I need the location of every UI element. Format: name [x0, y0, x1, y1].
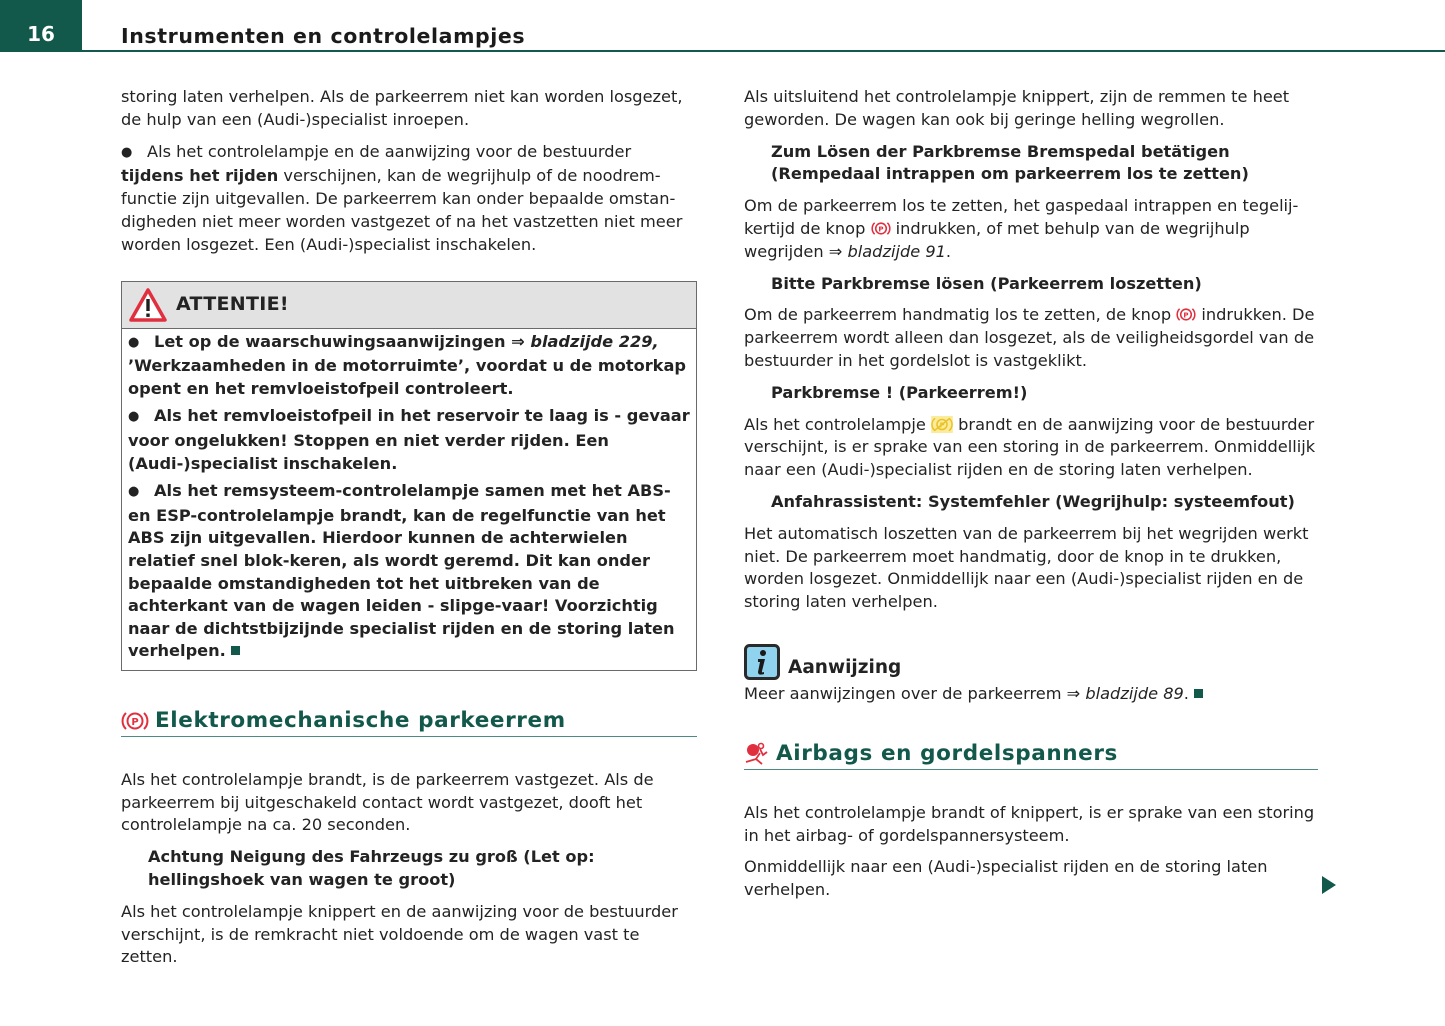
paragraph: Om de parkeerrem los te zetten, het gaspedaal intrappen en tegelij-kertijd de knop P indrukken, of met behulp van de wegrijhulp wegrijden ⇒ bladzijde 91. [744, 196, 1299, 261]
svg-text:P: P [131, 716, 139, 728]
warning-item: ●Als het remsysteem-controlelampje samen met het ABS- en ESP-controlelampje brandt, kan de regelfunctie van het ABS zijn uitgevallen. Hierdoor kunnen de achterwielen relatief snel blok-keren, als wordt geremd. Dit kan onder bepaalde omstandigheden tot het uitbreken van de achterkant van de wagen leiden - slipge-vaar! Voorzichtig naar de dichtstbijzijnde specialist rijden en de storing laten verhelpen. [128, 480, 690, 663]
svg-text:P: P [1183, 310, 1189, 320]
parking-brake-button-icon [871, 220, 891, 237]
paragraph: Als het controlelampje P brandt en de aanwijzing voor de bestuurder verschijnt, is er sprake van een storing in de parkeerrem. Onmiddellijk naar een (Audi-)specialist rijden en de storing laten verhelpen. [744, 414, 1316, 480]
note-title: Aanwijzing [788, 656, 902, 678]
page-reference-link[interactable]: bladzijde 229, [530, 331, 659, 351]
note-heading [744, 644, 1318, 680]
paragraph: Als het controlelampje knippert en de aanwijzing voor de bestuurder verschijnt, is de remkracht niet voldoende om de wagen vast te zetten. [121, 901, 678, 967]
bullet-icon [128, 405, 154, 430]
parking-brake-button-icon [1176, 306, 1196, 323]
svg-text:P: P [877, 224, 884, 234]
section-heading-airbags [744, 742, 1318, 770]
page-number: 16 [27, 22, 55, 46]
warning-triangle-icon [128, 287, 168, 323]
display-message-heading: Zum Lösen der Parkbremse Bremspedal betätigen (Rempedaal intrappen om parkeerrem los te zetten) [771, 141, 1249, 184]
header-rule [82, 50, 1445, 52]
page-reference-link[interactable]: bladzijde 91 [847, 241, 946, 261]
right-column [744, 86, 1318, 911]
bullet-paragraph: ●Als het controlelampje en de aanwijzing voor de bestuurder tijdens het rijden verschijnen, kan de wegrijhulp of de noodrem-functie zijn uitgevallen. De parkeerrem kan onder bepaalde omstan-digheden niet meer worden vastgezet of na het vastzetten niet meer worden losgezet. Een (Audi-)specialist inschakelen. [121, 141, 697, 257]
paragraph: Als het controlelampje brandt, is de parkeerrem vastgezet. Als de parkeerrem bij uitgeschakeld contact wordt vastgezet, dooft het controlelampje na ca. 20 seconden. [121, 769, 654, 835]
display-message-heading: Bitte Parkbremse lösen (Parkeerrem loszetten) [771, 273, 1202, 293]
warning-title: ATTENTIE! [176, 293, 289, 316]
warning-item: ●Let op de waarschuwingsaanwijzingen ⇒ bladzijde 229, ’Werkzaamheden in de motorruimte’, voordat u de motorkap opent en het remvloeistofpeil controleert. [128, 331, 690, 401]
page-number-box [0, 0, 82, 52]
paragraph: Het automatisch loszetten van de parkeerrem bij het wegrijden werkt niet. De parkeerrem moet handmatig, door de knop in te drukken, worden losgezet. Onmiddellijk naar een (Audi-)specialist rijden en de storing laten verhelpen. [744, 523, 1309, 612]
continue-arrow-icon [1322, 876, 1336, 894]
warning-body [122, 329, 696, 670]
left-column [121, 86, 697, 978]
paragraph: Onmiddellijk naar een (Audi-)specialist rijden en de storing laten verhelpen. [744, 857, 1268, 900]
paragraph: Om de parkeerrem handmatig los te zetten, de knop P indrukken. De parkeerrem wordt alleen dan losgezet, als de veiligheidsgordel van de bestuurder in het gordelslot is vastgeklikt. [744, 305, 1315, 370]
parking-brake-icon [121, 709, 149, 733]
bullet-icon [128, 331, 154, 356]
bullet-icon [121, 141, 147, 166]
parking-brake-fault-icon [931, 416, 953, 433]
paragraph: Als uitsluitend het controlelampje knippert, zijn de remmen te heet geworden. De wagen kan ook bij geringe helling wegrollen. [744, 87, 1290, 129]
note-text: Meer aanwijzingen over de parkeerrem ⇒ bladzijde 89. [744, 683, 1318, 706]
warning-box [121, 281, 697, 671]
paragraph: Als het controlelampje brandt of knippert, is er sprake van een storing in het airbag- of gordelspannersysteem. [744, 802, 1315, 845]
warning-header [122, 282, 696, 329]
chapter-title: Instrumenten en controlelampjes [121, 24, 526, 48]
page-reference-link[interactable]: bladzijde 89 [1085, 683, 1184, 703]
end-of-section-marker [1194, 689, 1203, 698]
display-message-heading: Anfahrassistent: Systemfehler (Wegrijhulp: systeemfout) [771, 491, 1295, 511]
warning-item: ●Als het remvloeistofpeil in het reservoir te laag is - gevaar voor ongelukken! Stoppen en niet verder rijden. Een (Audi-)specialist inschakelen. [128, 405, 690, 475]
airbag-icon [744, 742, 770, 766]
display-message-heading: Parkbremse ! (Parkeerrem!) [771, 382, 1028, 402]
section-title: Airbags en gordelspanners [776, 740, 1118, 766]
svg-text:P: P [939, 421, 945, 430]
info-icon [744, 644, 780, 680]
bullet-icon [128, 480, 154, 505]
display-message-heading: Achtung Neigung des Fahrzeugs zu groß (Let op: hellingshoek van wagen te groot) [148, 847, 595, 890]
section-title: Elektromechanische parkeerrem [155, 708, 566, 734]
end-of-section-marker [231, 646, 240, 655]
intro-paragraph: storing laten verhelpen. Als de parkeerrem niet kan worden losgezet, de hulp van een (Audi-)specialist inroepen. [121, 87, 683, 129]
section-heading-parking-brake [121, 709, 697, 737]
